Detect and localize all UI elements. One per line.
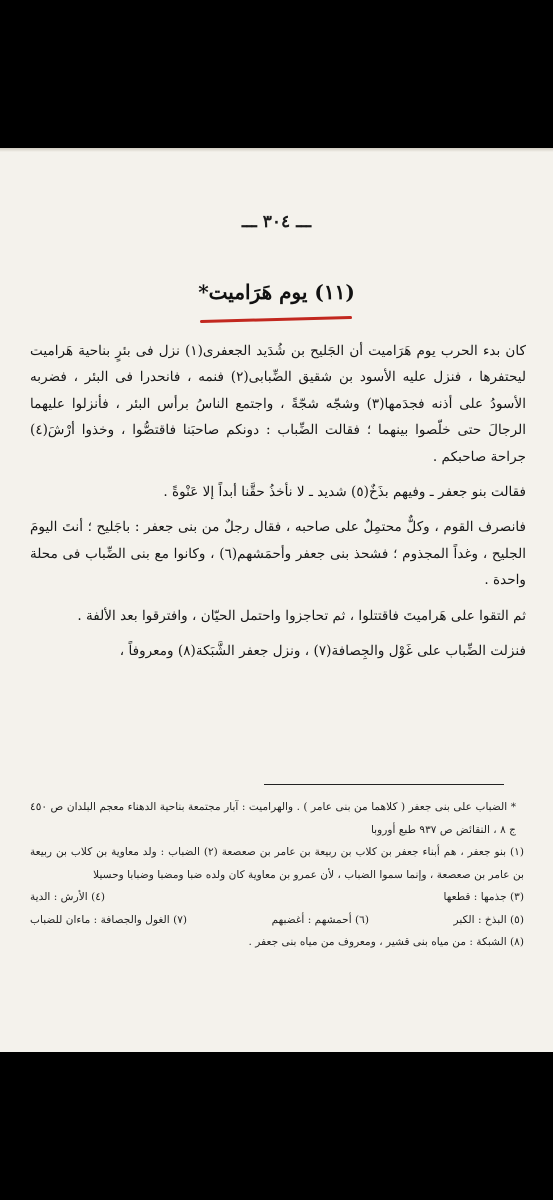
paragraph: كان بدء الحرب يوم هَرَاميت أن الجَليح بن شُدَيد الجعفرى(١) نزل فى بئرٍ بناحية هَراميت ليحتفرها ، فنزل عليه الأسود بن شقيق الضِّبابى(٢) فنمه ، فانحدرا فى البئر ، فضربه الأسودُ على أذنه فجدَمها(٣) وشجّه شجّةً ، واجتمع الناسُ برأس البئر ، فأنزلوا عليهما الرجالَ حتى خلّصوا بينهما ؛ فقالت الضِّباب : دونكم صاحبَنا فاقتصُّوا ، وخذوا أرْشَ(٤) جراحة صاحبكم . — [30, 343, 526, 465]
footnote-divider — [264, 784, 504, 785]
footnote-7: (٧) الغول والجصافة : ماءان للضباب — [30, 913, 188, 926]
page-number: ـــ ٣٠٤ ـــ — [241, 212, 312, 232]
footnote-row — [30, 909, 524, 932]
footnote-4: (٤) الأرش : الدية — [30, 891, 106, 903]
footnote-3: (٣) جذمها : قطعها — [443, 891, 524, 903]
footnote-source: * الضباب على بنى جعفر ( كلاهما من بنى عامر ) . والهراميت : آبار مجتمعة بناحية الدهناء معجم البلدان ص ٤٥٠ ج ٨ ، النقائض ص ٩٣٧ طبع أوروبا — [30, 801, 516, 836]
paragraph: فقالت بنو جعفر ـ وفيهم بذَخٌ(٥) شديد ـ لا نأخذُ حقَّنا أبداً إلا عَنْوةً . — [163, 484, 526, 501]
footnote-row — [30, 886, 524, 909]
footnote-6: (٦) أحمشهم : أغضبهم — [271, 913, 370, 926]
footnote-8: (٨) الشبكة : من مياه بنى قشير ، ومعروف من مياه بنى جعفر . — [248, 936, 524, 948]
footnote-1-2: (١) بنو جعفر ، هم أبناء جعفر بن كلاب بن ربيعة بن عامر بن صعصعة (٢) الضباب : ولد معاوية بن كلاب بن ربيعة بن عامر بن صعصعة ، وإنما سموا الضباب ، لأن عمرو بن معاوية كان ولده ضبا ومضبا وضبابا وحسيلا — [30, 846, 524, 881]
red-pen-underline — [200, 316, 352, 323]
paragraph: ثم التقوا على هَراميتَ فاقتتلوا ، ثم تحاجزوا واحتمل الحيّان ، وافترقوا بعد الألفة . — [77, 607, 526, 624]
page-top-edge — [0, 148, 553, 152]
footnotes — [30, 796, 524, 954]
book-page — [0, 148, 553, 1052]
footnote-5: (٥) البذخ : الكبر — [453, 913, 524, 926]
chapter-heading: (١١) يوم هَرَاميت* — [198, 280, 355, 304]
body-text — [30, 338, 526, 673]
paragraph: فانصرف القوم ، وكلٌّ محتمِلٌ على صاحبه ، فقال رجلٌ من بنى جعفر : باجَليح ؛ أنتَ اليومَ الجليح ، وغداً المجذوم ؛ فشحذ بنى جعفر وأحمَشهم(٦) ، وكانوا مع بنى الضِّباب فى محلة واحدة . — [30, 519, 526, 589]
paragraph: فنزلت الضِّباب على غَوْل والجِصافة(٧) ، ونزل جعفر الشَّبَكة(٨) ومعروفاً ، — [119, 643, 526, 660]
